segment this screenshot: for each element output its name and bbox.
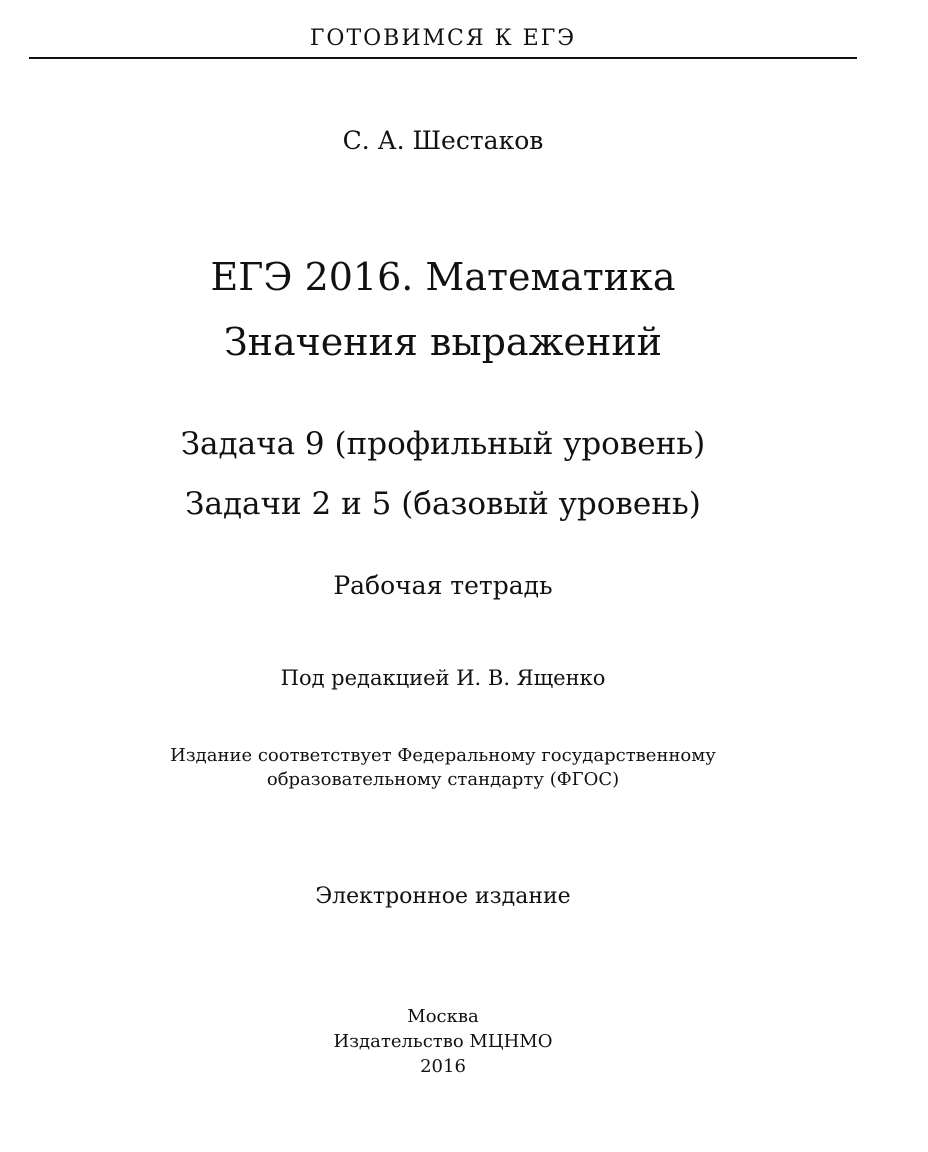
subtitle-line-1: Задача 9 (профильный уровень) xyxy=(180,426,706,462)
standard-note-line-1: Издание соответствует Федеральному государственному xyxy=(170,745,716,766)
subtitle-line-2: Задачи 2 и 5 (базовый уровень) xyxy=(185,486,701,522)
imprint-year: 2016 xyxy=(420,1056,466,1077)
editor-credit: Под редакцией И. В. Ященко xyxy=(280,666,606,690)
book-type: Рабочая тетрадь xyxy=(333,571,553,600)
standard-note-line-2: образовательному стандарту (ФГОС) xyxy=(266,769,620,790)
author-name: С. А. Шестаков xyxy=(342,126,544,155)
header-divider xyxy=(29,57,857,59)
imprint-publisher: Издательство МЦНМО xyxy=(333,1031,553,1052)
edition-type: Электронное издание xyxy=(315,884,571,909)
imprint-city: Москва xyxy=(407,1006,479,1027)
series-header: ГОТОВИМСЯ К ЕГЭ xyxy=(309,26,577,51)
book-title-line-2: Значения выражений xyxy=(223,320,663,364)
book-title-line-1: ЕГЭ 2016. Математика xyxy=(210,255,676,299)
